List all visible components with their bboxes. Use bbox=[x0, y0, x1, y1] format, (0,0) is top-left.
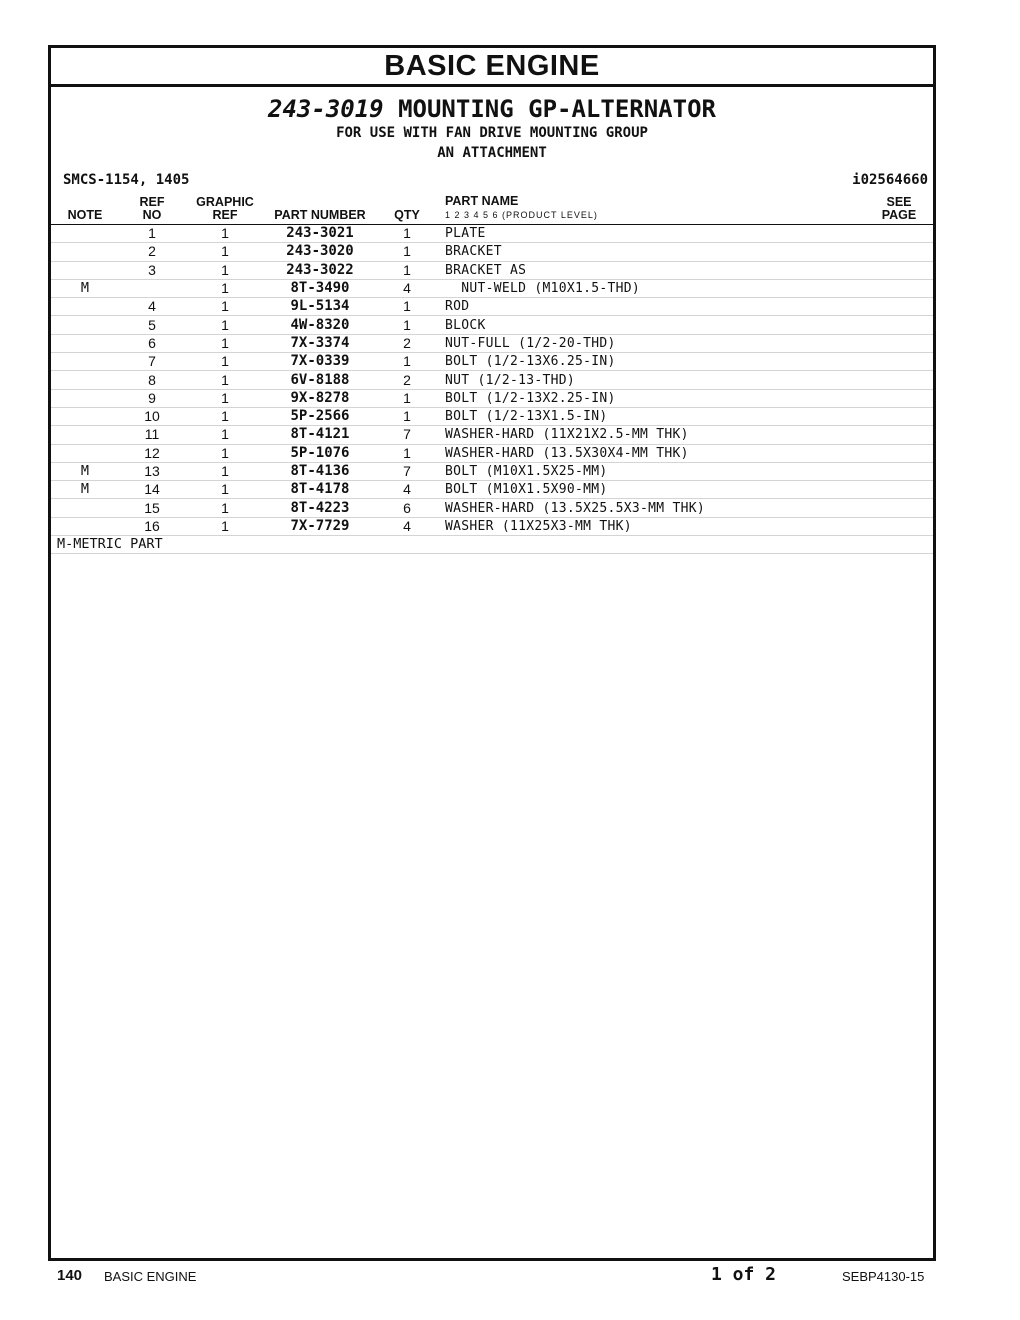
qty-cell: 2 bbox=[375, 371, 439, 389]
note-cell bbox=[51, 353, 119, 371]
note-cell: M bbox=[51, 279, 119, 297]
page-footer bbox=[0, 1262, 1020, 1288]
note-cell bbox=[51, 243, 119, 261]
qty-cell: 6 bbox=[375, 499, 439, 517]
graphic-ref-cell: 1 bbox=[185, 353, 265, 371]
ref-no-cell: 14 bbox=[119, 481, 185, 499]
see-page-cell bbox=[865, 279, 933, 297]
table-row bbox=[51, 389, 933, 407]
note-cell bbox=[51, 426, 119, 444]
part-number-cell: 243-3020 bbox=[265, 243, 375, 261]
smcs-row bbox=[51, 169, 933, 191]
part-number-cell: 5P-1076 bbox=[265, 444, 375, 462]
illustration-id: i02564660 bbox=[852, 172, 928, 188]
metric-legend: M-METRIC PART bbox=[51, 536, 933, 554]
see-page-cell bbox=[865, 298, 933, 316]
see-page-cell bbox=[865, 389, 933, 407]
part-name-cell: BOLT (M10X1.5X25-MM) bbox=[439, 462, 865, 480]
qty-cell: 2 bbox=[375, 334, 439, 352]
ref-no-cell: 2 bbox=[119, 243, 185, 261]
document-id: SEBP4130-15 bbox=[842, 1269, 925, 1284]
section-title: BASIC ENGINE bbox=[51, 48, 933, 87]
table-row bbox=[51, 298, 933, 316]
graphic-ref-cell: 1 bbox=[185, 517, 265, 535]
group-name: MOUNTING GP-ALTERNATOR bbox=[398, 95, 716, 123]
note-cell bbox=[51, 371, 119, 389]
part-name-cell: WASHER-HARD (11X21X2.5-MM THK) bbox=[439, 426, 865, 444]
note-cell bbox=[51, 316, 119, 334]
graphic-ref-cell: 1 bbox=[185, 444, 265, 462]
qty-cell: 1 bbox=[375, 353, 439, 371]
table-row bbox=[51, 481, 933, 499]
header-graphic-ref: GRAPHIC REF bbox=[185, 195, 265, 225]
part-number-cell: 8T-4223 bbox=[265, 499, 375, 517]
note-cell: M bbox=[51, 481, 119, 499]
part-number-cell: 4W-8320 bbox=[265, 316, 375, 334]
see-page-cell bbox=[865, 334, 933, 352]
page-number: 140 bbox=[57, 1267, 83, 1284]
part-name-cell: WASHER-HARD (13.5X30X4-MM THK) bbox=[439, 444, 865, 462]
header-see-page: SEE PAGE bbox=[865, 195, 933, 225]
part-name-cell: NUT (1/2-13-THD) bbox=[439, 371, 865, 389]
ref-no-cell bbox=[119, 279, 185, 297]
page-frame bbox=[48, 45, 936, 1261]
part-number-cell: 243-3021 bbox=[265, 225, 375, 243]
see-page-cell bbox=[865, 444, 933, 462]
table-row bbox=[51, 462, 933, 480]
see-page-cell bbox=[865, 426, 933, 444]
table-row bbox=[51, 261, 933, 279]
table-row bbox=[51, 499, 933, 517]
part-name-cell: BOLT (1/2-13X2.25-IN) bbox=[439, 389, 865, 407]
ref-no-cell: 11 bbox=[119, 426, 185, 444]
see-page-cell bbox=[865, 481, 933, 499]
part-name-cell: NUT-WELD (M10X1.5-THD) bbox=[439, 279, 865, 297]
note-cell bbox=[51, 444, 119, 462]
qty-cell: 4 bbox=[375, 517, 439, 535]
qty-cell: 7 bbox=[375, 426, 439, 444]
table-row bbox=[51, 279, 933, 297]
part-number-cell: 7X-7729 bbox=[265, 517, 375, 535]
group-usage-line: FOR USE WITH FAN DRIVE MOUNTING GROUP bbox=[336, 125, 648, 141]
see-page-cell bbox=[865, 462, 933, 480]
qty-cell: 1 bbox=[375, 407, 439, 425]
graphic-ref-cell: 1 bbox=[185, 334, 265, 352]
see-page-cell bbox=[865, 371, 933, 389]
product-level-scale: 1 2 3 4 5 6 (PRODUCT LEVEL) bbox=[445, 210, 598, 220]
qty-cell: 1 bbox=[375, 316, 439, 334]
graphic-ref-cell: 1 bbox=[185, 261, 265, 279]
ref-no-cell: 7 bbox=[119, 353, 185, 371]
ref-no-cell: 4 bbox=[119, 298, 185, 316]
parts-table bbox=[51, 195, 933, 554]
part-number-cell: 9L-5134 bbox=[265, 298, 375, 316]
graphic-ref-cell: 1 bbox=[185, 481, 265, 499]
part-number-cell: 7X-3374 bbox=[265, 334, 375, 352]
note-cell bbox=[51, 407, 119, 425]
ref-no-cell: 1 bbox=[119, 225, 185, 243]
part-number-cell: 9X-8278 bbox=[265, 389, 375, 407]
ref-no-cell: 6 bbox=[119, 334, 185, 352]
part-name-cell: NUT-FULL (1/2-20-THD) bbox=[439, 334, 865, 352]
page-of: 1 of 2 bbox=[711, 1264, 777, 1285]
group-number: 243-3019 bbox=[268, 95, 384, 123]
table-header-row bbox=[51, 195, 933, 225]
see-page-cell bbox=[865, 316, 933, 334]
table-row bbox=[51, 316, 933, 334]
group-title bbox=[51, 95, 933, 123]
parts-table-body bbox=[51, 225, 933, 554]
part-number-cell: 8T-4121 bbox=[265, 426, 375, 444]
graphic-ref-cell: 1 bbox=[185, 462, 265, 480]
qty-cell: 1 bbox=[375, 389, 439, 407]
note-cell bbox=[51, 298, 119, 316]
part-name-cell: BRACKET AS bbox=[439, 261, 865, 279]
graphic-ref-cell: 1 bbox=[185, 279, 265, 297]
graphic-ref-cell: 1 bbox=[185, 499, 265, 517]
qty-cell: 4 bbox=[375, 481, 439, 499]
ref-no-cell: 5 bbox=[119, 316, 185, 334]
table-row bbox=[51, 407, 933, 425]
table-row bbox=[51, 444, 933, 462]
ref-no-cell: 9 bbox=[119, 389, 185, 407]
see-page-cell bbox=[865, 243, 933, 261]
ref-no-cell: 13 bbox=[119, 462, 185, 480]
see-page-cell bbox=[865, 517, 933, 535]
graphic-ref-cell: 1 bbox=[185, 426, 265, 444]
table-row bbox=[51, 243, 933, 261]
note-cell bbox=[51, 389, 119, 407]
part-name-cell: BOLT (M10X1.5X90-MM) bbox=[439, 481, 865, 499]
ref-no-cell: 16 bbox=[119, 517, 185, 535]
see-page-cell bbox=[865, 225, 933, 243]
note-cell bbox=[51, 225, 119, 243]
part-name-cell: ROD bbox=[439, 298, 865, 316]
graphic-ref-cell: 1 bbox=[185, 316, 265, 334]
part-number-cell: 8T-3490 bbox=[265, 279, 375, 297]
graphic-ref-cell: 1 bbox=[185, 389, 265, 407]
see-page-cell bbox=[865, 499, 933, 517]
footer-section: BASIC ENGINE bbox=[104, 1269, 197, 1284]
table-row bbox=[51, 371, 933, 389]
see-page-cell bbox=[865, 353, 933, 371]
qty-cell: 1 bbox=[375, 261, 439, 279]
qty-cell: 1 bbox=[375, 225, 439, 243]
part-name-cell: BRACKET bbox=[439, 243, 865, 261]
part-number-cell: 6V-8188 bbox=[265, 371, 375, 389]
ref-no-cell: 3 bbox=[119, 261, 185, 279]
graphic-ref-cell: 1 bbox=[185, 243, 265, 261]
ref-no-cell: 12 bbox=[119, 444, 185, 462]
note-cell bbox=[51, 334, 119, 352]
part-name-cell: WASHER-HARD (13.5X25.5X3-MM THK) bbox=[439, 499, 865, 517]
table-row bbox=[51, 334, 933, 352]
graphic-ref-cell: 1 bbox=[185, 225, 265, 243]
ref-no-cell: 15 bbox=[119, 499, 185, 517]
note-cell bbox=[51, 517, 119, 535]
part-name-cell: WASHER (11X25X3-MM THK) bbox=[439, 517, 865, 535]
part-name-cell: PLATE bbox=[439, 225, 865, 243]
part-number-cell: 8T-4136 bbox=[265, 462, 375, 480]
note-cell: M bbox=[51, 462, 119, 480]
qty-cell: 1 bbox=[375, 243, 439, 261]
header-part-number: PART NUMBER bbox=[265, 195, 375, 225]
table-row bbox=[51, 353, 933, 371]
header-note: NOTE bbox=[51, 195, 119, 225]
qty-cell: 4 bbox=[375, 279, 439, 297]
header-ref-no: REF NO bbox=[119, 195, 185, 225]
table-row bbox=[51, 426, 933, 444]
part-number-cell: 5P-2566 bbox=[265, 407, 375, 425]
graphic-ref-cell: 1 bbox=[185, 407, 265, 425]
graphic-ref-cell: 1 bbox=[185, 298, 265, 316]
ref-no-cell: 8 bbox=[119, 371, 185, 389]
part-number-cell: 7X-0339 bbox=[265, 353, 375, 371]
header-part-name: PART NAME 1 2 3 4 5 6 (PRODUCT LEVEL) bbox=[439, 195, 865, 225]
legend-row bbox=[51, 536, 933, 554]
table-row bbox=[51, 225, 933, 243]
part-name-cell: BLOCK bbox=[439, 316, 865, 334]
part-name-cell: BOLT (1/2-13X1.5-IN) bbox=[439, 407, 865, 425]
note-cell bbox=[51, 499, 119, 517]
group-attachment-line: AN ATTACHMENT bbox=[437, 145, 547, 161]
smcs-code: SMCS-1154, 1405 bbox=[63, 172, 190, 188]
graphic-ref-cell: 1 bbox=[185, 371, 265, 389]
note-cell bbox=[51, 261, 119, 279]
qty-cell: 1 bbox=[375, 444, 439, 462]
part-name-cell: BOLT (1/2-13X6.25-IN) bbox=[439, 353, 865, 371]
see-page-cell bbox=[865, 407, 933, 425]
part-number-cell: 243-3022 bbox=[265, 261, 375, 279]
see-page-cell bbox=[865, 261, 933, 279]
table-row bbox=[51, 517, 933, 535]
header-qty: QTY bbox=[375, 195, 439, 225]
qty-cell: 7 bbox=[375, 462, 439, 480]
ref-no-cell: 10 bbox=[119, 407, 185, 425]
qty-cell: 1 bbox=[375, 298, 439, 316]
part-number-cell: 8T-4178 bbox=[265, 481, 375, 499]
